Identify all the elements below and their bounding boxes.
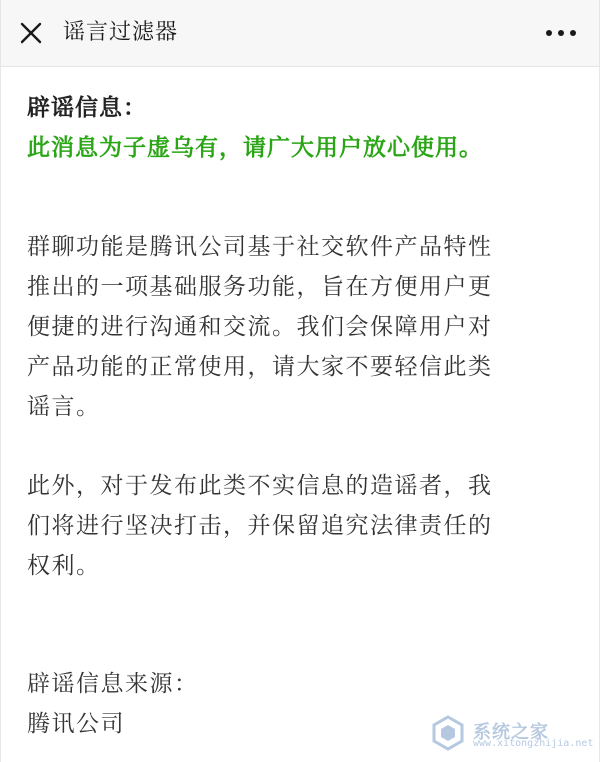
more-icon: [535, 15, 587, 51]
explanation-paragraph: 群聊功能是腾讯公司基于社交软件产品特性 推出的一项基础服务功能，旨在方便用户更 便捷的进行沟通和交流。我们会保障用户对 产品功能的正常使用，请大家不要轻信此类 谣言。: [27, 234, 493, 420]
source-label: 辟谣信息来源：: [27, 671, 199, 697]
top-bar: [1, 0, 599, 67]
watermark-url: www.xitongzhijia.net: [473, 738, 594, 749]
watermark-logo-icon: [429, 714, 467, 752]
more-button[interactable]: [535, 15, 587, 51]
article-content: [27, 88, 583, 744]
warning-paragraph: 此外，对于发布此类不实信息的造谣者，我 们将进行坚决打击，并保留追究法律责任的 权利。: [27, 473, 493, 579]
source-value: 腾讯公司: [27, 711, 125, 737]
page-title: 谣言过滤器: [63, 20, 179, 45]
close-button[interactable]: [13, 15, 49, 51]
rumor-verdict: 此消息为子虚乌有，请广大用户放心使用。: [27, 135, 483, 161]
watermark-text: 系统之家: [473, 722, 549, 743]
watermark: [429, 714, 594, 752]
close-icon: [13, 15, 49, 51]
rumor-heading: 辟谣信息：: [27, 95, 147, 121]
